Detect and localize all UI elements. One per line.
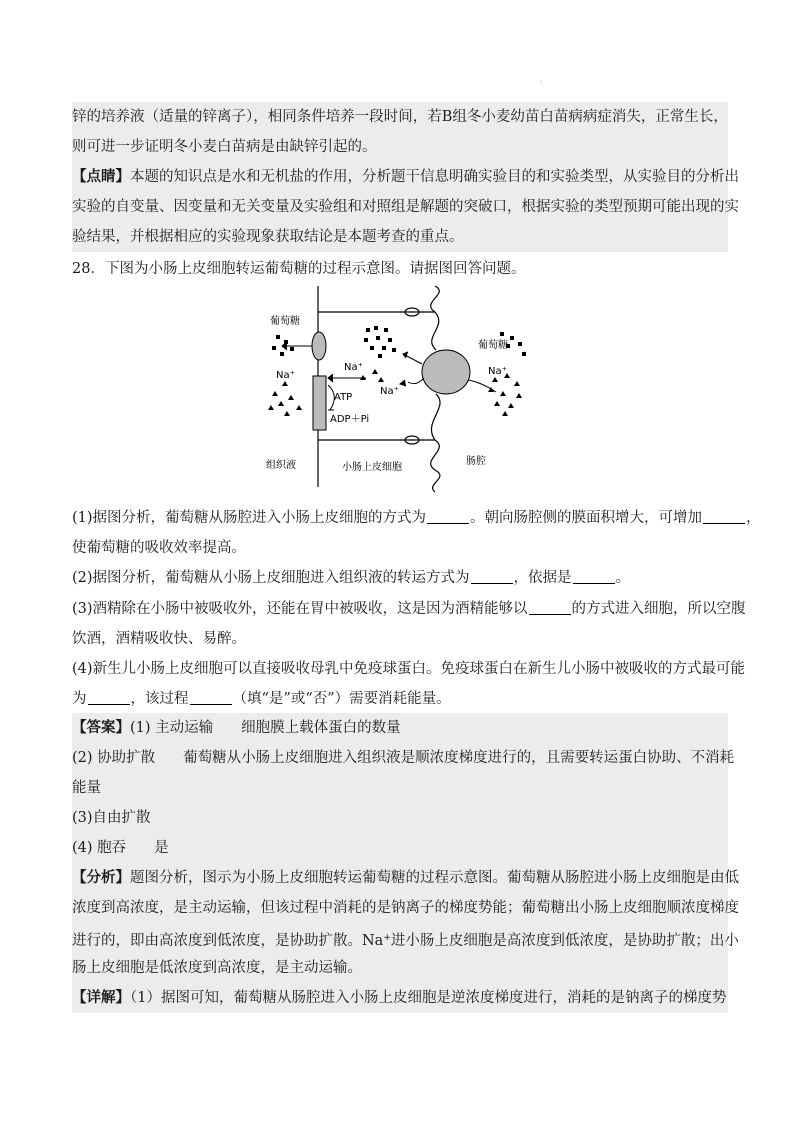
tissue-fluid-label: 组织液 <box>266 460 296 471</box>
text-line: 验结果，并根据相应的实验现象获取结论是本题考查的重点。 <box>72 222 728 252</box>
answer-line: (3)自由扩散 <box>72 803 728 833</box>
na-mid-label: Na⁺ <box>380 386 399 397</box>
question-2: (2)据图分析，葡萄糖从小肠上皮细胞进入组织液的转运方式为 ，依据是 。 <box>72 570 631 586</box>
question-3-cont: 饮酒，酒精吸收快、易醉。 <box>72 631 246 647</box>
answer-tag: 【答案】 <box>72 719 130 736</box>
detail-tag: 【详解】 <box>72 989 130 1006</box>
atp-label: ATP <box>334 392 353 403</box>
analysis-line: 浓度到高浓度，是主动运输，但该过程中消耗的是钠离子的梯度势能；葡萄糖出小肠上皮细胞顺浓度梯度 <box>72 893 728 923</box>
text-line: 实验的自变量、因变量和无关变量及实验组和对照组是解题的突破口，根据实验的类型预期可能出现的实 <box>72 192 728 222</box>
answer-line: (2) 协助扩散 葡萄糖从小肠上皮细胞进入组织液是顺浓度梯度进行的，且需要转运蛋白协助、不消耗 <box>72 743 728 773</box>
na-left-label: Na⁺ <box>276 370 295 381</box>
na-mid-label: Na⁺ <box>344 362 363 373</box>
comment-line: 【点睛】本题的知识点是水和无机盐的作用，分析题干信息明确实验目的和实验类型，从实验目的分析出 <box>72 162 728 192</box>
na-right-label: Na⁺ <box>488 366 507 377</box>
adp-label: ADP＋Pi <box>330 414 370 425</box>
cell-label: 小肠上皮细胞 <box>342 462 402 473</box>
question-3: (3)酒精除在小肠中被吸收外，还能在胃中被吸收，这是因为酒精能够以 的方式进入细胞，所以空腹 <box>72 601 746 617</box>
question-4: (4)新生儿小肠上皮细胞可以直接吸收母乳中免疫球蛋白。免疫球蛋白在新生儿小肠中被吸收的方式最可能 <box>72 661 746 677</box>
answer-blank <box>471 569 513 584</box>
answer-blank <box>703 509 745 524</box>
answer-line: (4) 胞吞 是 <box>72 833 728 863</box>
glucose-right-label: 葡萄糖 <box>478 340 508 351</box>
answer-line: 能量 <box>72 773 728 803</box>
text-line: 锌的培养液（适量的锌离子），相同条件培养一段时间，若B组冬小麦幼苗白苗病病症消失，正常生长， <box>72 102 728 132</box>
answer-blank <box>190 690 232 705</box>
text-line: 则可进一步证明冬小麦白苗病是由缺锌引起的。 <box>72 132 728 162</box>
question-4-cont: 为 ，该过程 （填“是”或“否”）需要消耗能量。 <box>72 691 451 707</box>
glucose-left-label: 葡萄糖 <box>270 316 300 327</box>
question-28: 28．下图为小肠上皮细胞转运葡萄糖的过程示意图。请据图回答问题。 <box>72 261 526 277</box>
question-1-cont: 使葡萄糖的吸收效率提高。 <box>72 540 246 556</box>
detail-line: 【详解】（1）据图可知，葡萄糖从肠腔进入小肠上皮细胞是逆浓度梯度进行，消耗的是钠离子的梯度势 <box>72 983 728 1013</box>
answer-blank <box>427 509 469 524</box>
lumen-label: 肠腔 <box>466 456 486 467</box>
answer-blank <box>529 600 571 615</box>
question-1: (1)据图分析，葡萄糖从肠腔进入小肠上皮细胞的方式为 。朝向肠腔侧的膜面积增大，可增加 ， <box>72 510 761 526</box>
analysis-line: 【分析】题图分析，图示为小肠上皮细胞转运葡萄糖的过程示意图。葡萄糖从肠腔进小肠上皮细胞是由低 <box>72 863 728 893</box>
answer-blank <box>573 569 615 584</box>
glucose-transport-diagram <box>260 282 550 494</box>
comment-tag: 【点睛】 <box>72 168 130 185</box>
answer-line: 【答案】(1) 主动运输 细胞膜上载体蛋白的数量 <box>72 713 728 743</box>
analysis-line: 进行的，即由高浓度到低浓度，是协助扩散。Na+进小肠上皮细胞是高浓度到低浓度，是协助扩散；出小 <box>72 923 728 953</box>
answer-blank <box>88 690 130 705</box>
top-mark: : <box>540 78 543 85</box>
analysis-line: 肠上皮细胞是低浓度到高浓度，是主动运输。 <box>72 953 728 983</box>
analysis-tag: 【分析】 <box>72 869 130 886</box>
